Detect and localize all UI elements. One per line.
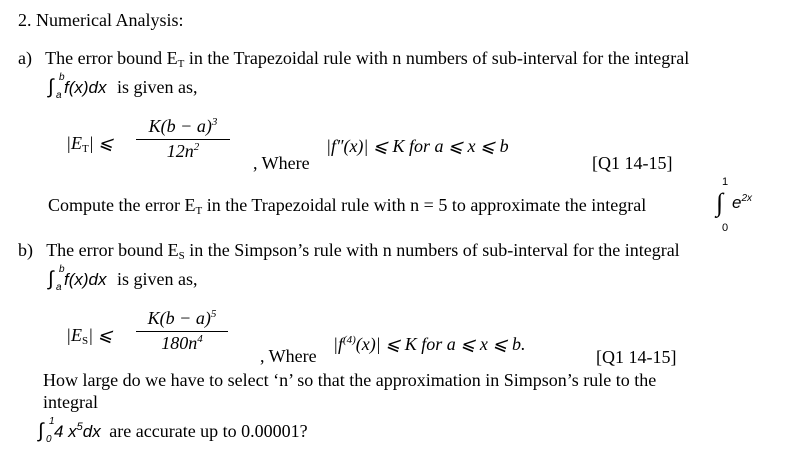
part-b-condition: $|f^{(4)}(x)|$ ⩽ K for a ⩽ x ⩽ b. [333, 334, 526, 354]
given-as-text: is given as, [116, 77, 198, 97]
part-b-final-integral-line [38, 416, 308, 445]
upper-limit: 1 [49, 416, 55, 427]
part-a-label: a) [18, 48, 32, 68]
compute-lower-limit: 0 [722, 222, 729, 234]
part-b-fraction: $K(b - a)^5$ $180n^4$ [136, 308, 228, 354]
integral-sign: ∫ [38, 420, 44, 442]
final-question-rest: are accurate up to 0.00001? [109, 421, 308, 441]
integral-sign: ∫ [48, 268, 54, 290]
part-b-intro: b) The error bound $E_S$ in the Simpson’s rule with n numbers of sub-interval for the integral [18, 240, 680, 262]
integral-expression: f(x)dx [63, 270, 107, 289]
part-b-bound-lhs: $|E_S|$ ⩽ [66, 325, 113, 347]
upper-limit-b: b [59, 72, 65, 83]
lower-limit: 0 [46, 434, 52, 445]
part-b-where: , Where [260, 346, 317, 366]
compute-upper-limit: 1 [722, 176, 729, 188]
part-a-condition: |f″(x)| ⩽ K for a ⩽ x ⩽ b [326, 136, 509, 156]
part-a-fraction: $K(b - a)^3$ $12n^2$ [136, 116, 230, 162]
compute-integral-sign: ∫ [716, 188, 724, 217]
final-integrand: 4 $x^5dx$ [53, 421, 101, 441]
part-b-integral-line [48, 264, 198, 293]
part-a-reference: [Q1 14-15] [592, 153, 673, 173]
part-a-bound-lhs: $|E_T|$ ⩽ [66, 133, 114, 155]
given-as-text: is given as, [116, 269, 198, 289]
part-a-integral-line [48, 72, 198, 101]
upper-limit-b: b [59, 264, 65, 275]
integral-sign: ∫ [48, 76, 54, 98]
part-a-compute: Compute the error $E_T$ in the Trapezoidal rule with n = 5 to approximate the integral [48, 195, 647, 217]
section-heading: 2. Numerical Analysis: [18, 10, 184, 30]
integral-expression: f(x)dx [63, 78, 107, 97]
lower-limit-a: a [56, 90, 62, 101]
part-b-label: b) [18, 240, 33, 260]
part-b-question-line1: How large do we have to select ‘n’ so that the approximation in Simpson’s rule to the [43, 370, 657, 390]
part-a-where: , Where [253, 153, 310, 173]
part-a-intro: a) The error bound $E_T$ in the Trapezoidal rule with n numbers of sub-interval for the integral [18, 48, 690, 70]
compute-integrand: $e^{2x}$ [732, 193, 753, 212]
part-b-reference: [Q1 14-15] [596, 347, 677, 367]
part-b-question-line2: integral [43, 392, 98, 412]
lower-limit-a: a [56, 282, 62, 293]
